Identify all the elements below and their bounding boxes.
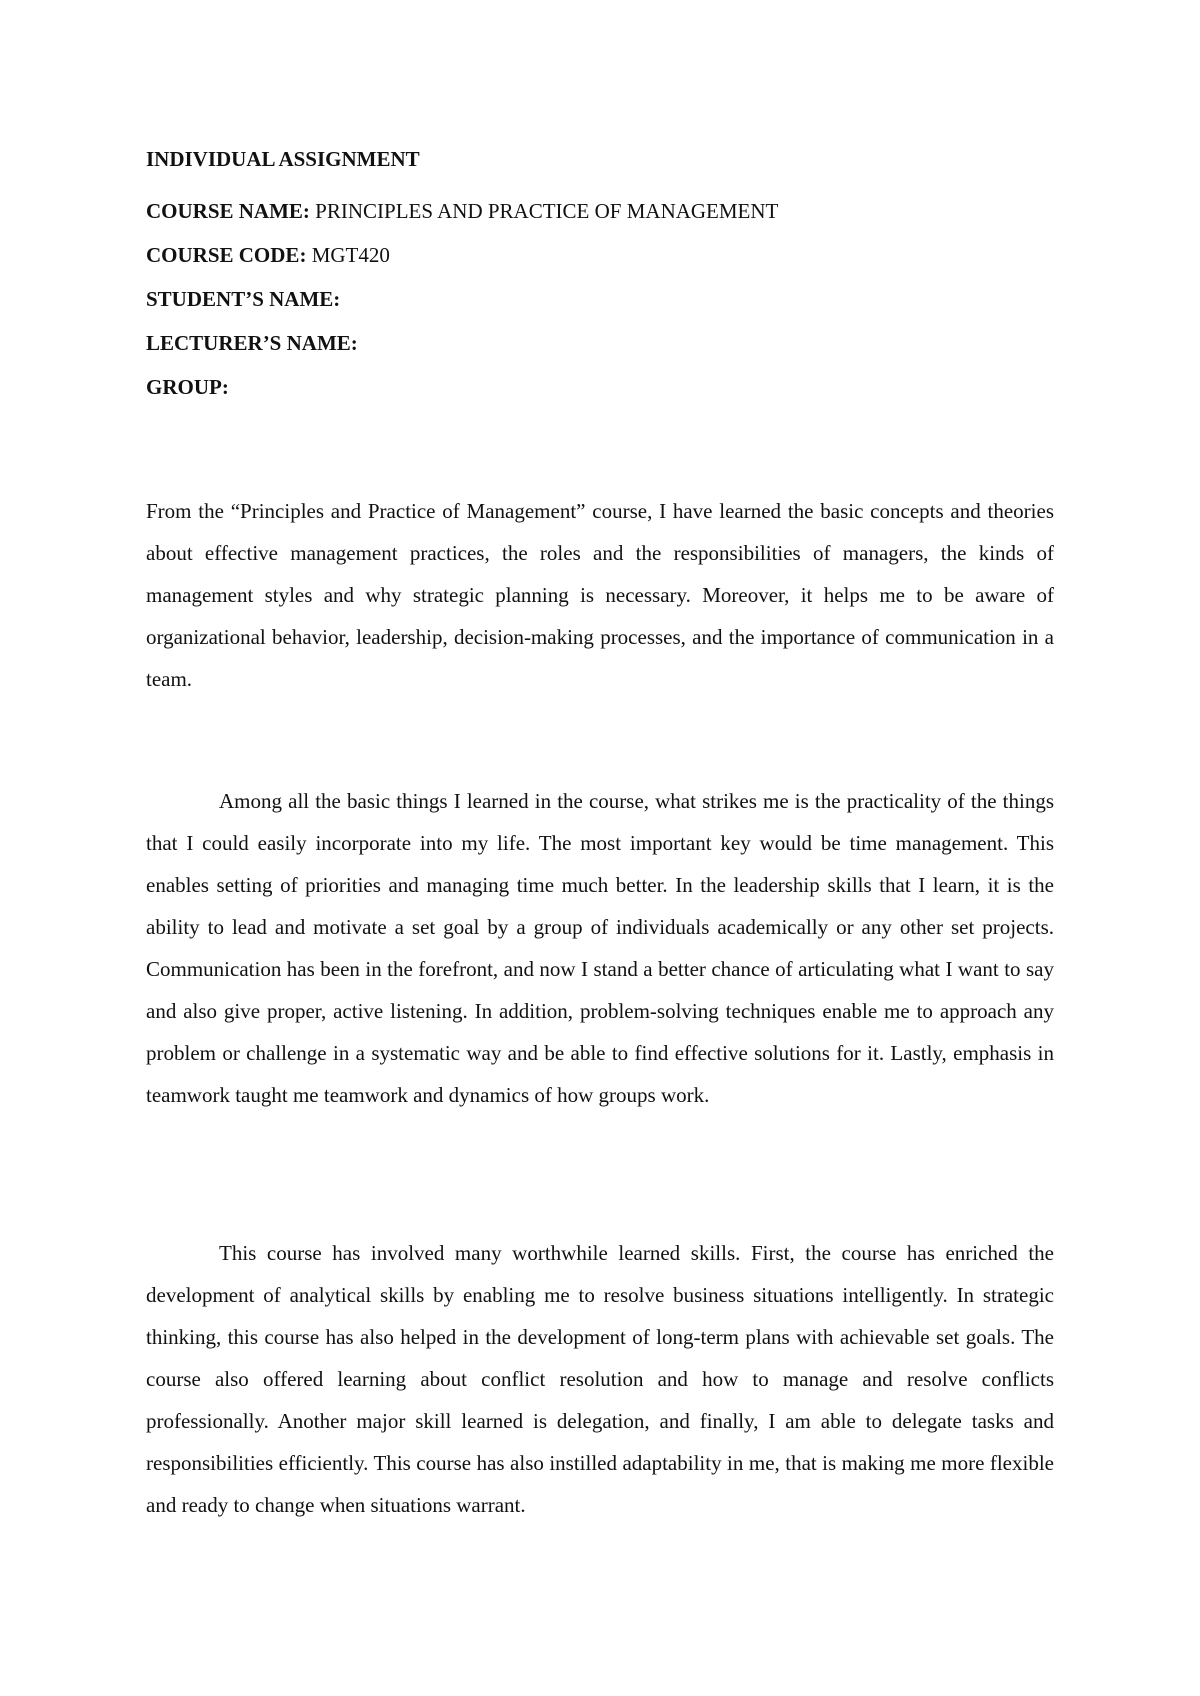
group-label: GROUP: xyxy=(146,375,229,399)
body-paragraph-1: From the “Principles and Practice of Management” course, I have learned the basic concepts and theories about effective management practices, the roles and the responsibilities of managers, the kinds of management styles and why strategic planning is necessary. Moreover, it helps me to be aware of organizational behavior, leadership, decision-making processes, and the importance of communication in a team. xyxy=(146,499,1054,691)
body-paragraph-2: Among all the basic things I learned in the course, what strikes me is the practicality of the things that I could easily incorporate into my life. The most important key would be time management. This enables setting of priorities and managing time much better. In the leadership skills that I learn, it is the ability to lead and motivate a set goal by a group of individuals academically or any other set projects. Communication has been in the forefront, and now I stand a better chance of articulating what I want to say and also give proper, active listening. In addition, problem-solving techniques enable me to approach any problem or challenge in a systematic way and be able to find effective solutions for it. Lastly, emphasis in teamwork taught me teamwork and dynamics of how groups work. xyxy=(146,789,1054,1107)
lecturer-name-label: LECTURER’S NAME: xyxy=(146,331,358,355)
course-name-label: COURSE NAME: xyxy=(146,199,310,223)
group-line xyxy=(146,365,1054,409)
lecturer-name-line xyxy=(146,321,1054,365)
student-name-label: STUDENT’S NAME: xyxy=(146,287,341,311)
course-name-value: PRINCIPLES AND PRACTICE OF MANAGEMENT xyxy=(309,199,779,223)
course-code-label: COURSE CODE: xyxy=(146,243,307,267)
student-name-line xyxy=(146,277,1054,321)
document-title: INDIVIDUAL ASSIGNMENT xyxy=(146,147,420,171)
body-paragraph-3: This course has involved many worthwhile learned skills. First, the course has enriched the development of analytical skills by enabling me to resolve business situations intelligently. In strategic thinking, this course has also helped in the development of long-term plans with achievable set goals. The course also offered learning about conflict resolution and how to manage and resolve conflicts professionally. Another major skill learned is delegation, and finally, I am able to delegate tasks and responsibilities efficiently. This course has also instilled adaptability in me, that is making me more flexible and ready to change when situations warrant. xyxy=(146,1241,1054,1517)
course-code-value: MGT420 xyxy=(306,243,390,267)
assignment-header xyxy=(146,143,1054,409)
course-code-line xyxy=(146,233,1054,277)
course-name-line xyxy=(146,189,1054,233)
